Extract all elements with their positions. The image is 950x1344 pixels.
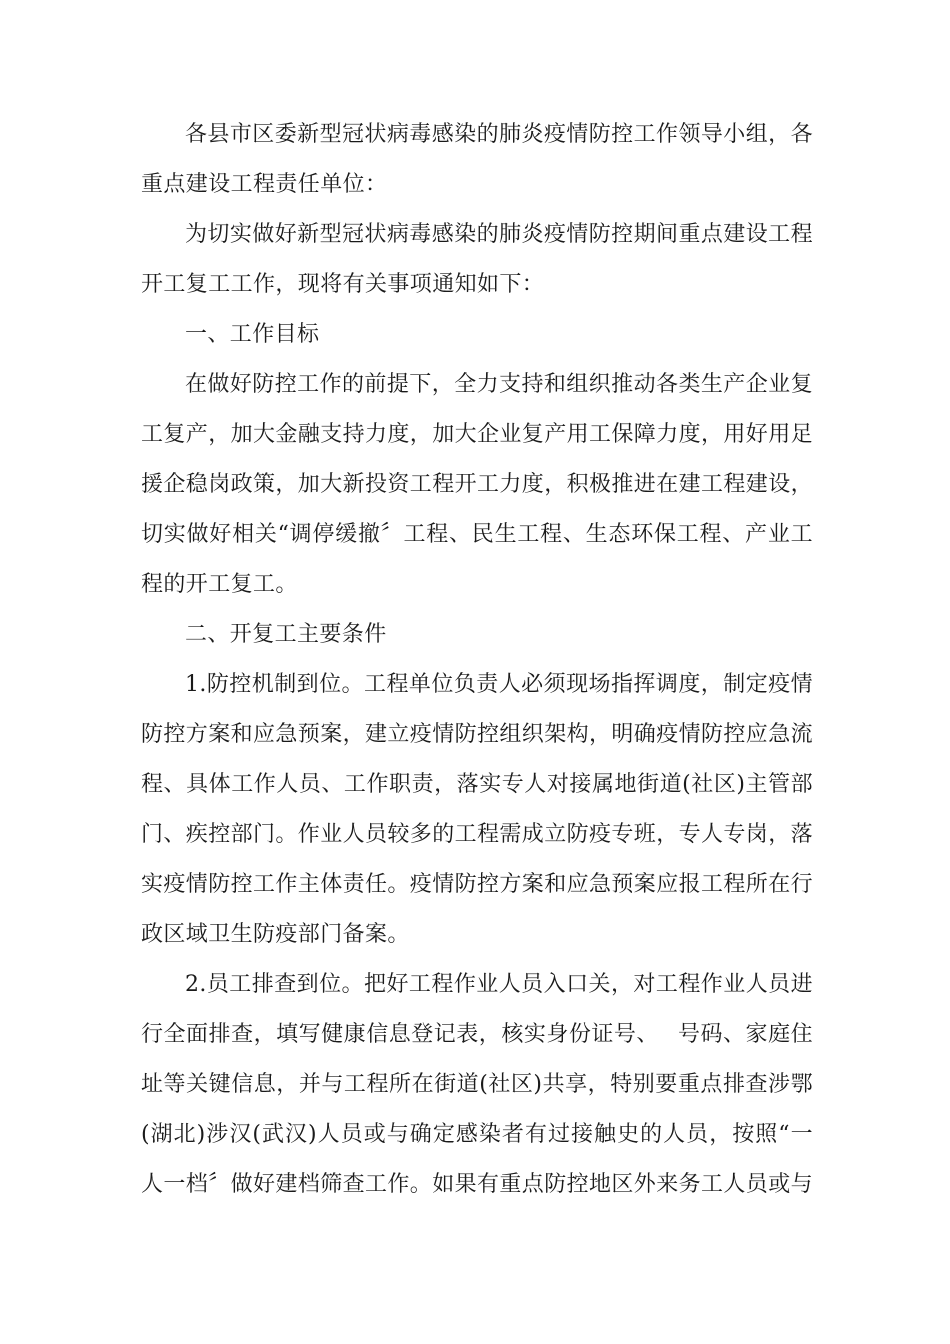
goals-paragraph: 在做好防控工作的前提下，全力支持和组织推动各类生产企业复工复产，加大金融支持力度，加大企业复产用工保障力度，用好用足援企稳岗政策，加大新投资工程开工力度，积极推进在建工程建设，切实做好相关“调停缓撤〞工程、民生工程、生态环保工程、产业工程的开工复工。: [141, 372, 814, 597]
condition-paragraph-1: 1.防控机制到位。工程单位负责人必须现场指挥调度，制定疫情防控方案和应急预案，建立疫情防控组织架构，明确疫情防控应急流程、具体工作人员、工作职责，落实专人对接属地街道(社区)主管部门、疾控部门。作业人员较多的工程需成立防疫专班，专人专岗，落实疫情防控工作主体责任。疫情防控方案和应急预案应报工程所在行政区域卫生防疫部门备案。: [141, 672, 814, 947]
section-heading-goals: 一、工作目标: [185, 322, 320, 347]
salutation-paragraph: 各县市区委新型冠状病毒感染的肺炎疫情防控工作领导小组，各重点建设工程责任单位：: [141, 122, 813, 197]
condition-paragraph-2: 2.员工排查到位。把好工程作业人员入口关，对工程作业人员进行全面排查，填写健康信息登记表，核实身份证号、 号码、家庭住址等关键信息，并与工程所在街道(社区)共享，特别要重点排查涉鄂(湖北)涉汉(武汉)人员或与确定感染者有过接触史的人员，按照“一人一档〞做好建档筛查工作。如果有重点防控地区外来务工人员或与: [141, 972, 814, 1197]
intro-paragraph: 为切实做好新型冠状病毒感染的肺炎疫情防控期间重点建设工程开工复工工作，现将有关事项通知如下：: [141, 222, 813, 297]
document-body: [141, 110, 813, 1210]
section-heading-conditions: 二、开复工主要条件: [185, 622, 387, 647]
